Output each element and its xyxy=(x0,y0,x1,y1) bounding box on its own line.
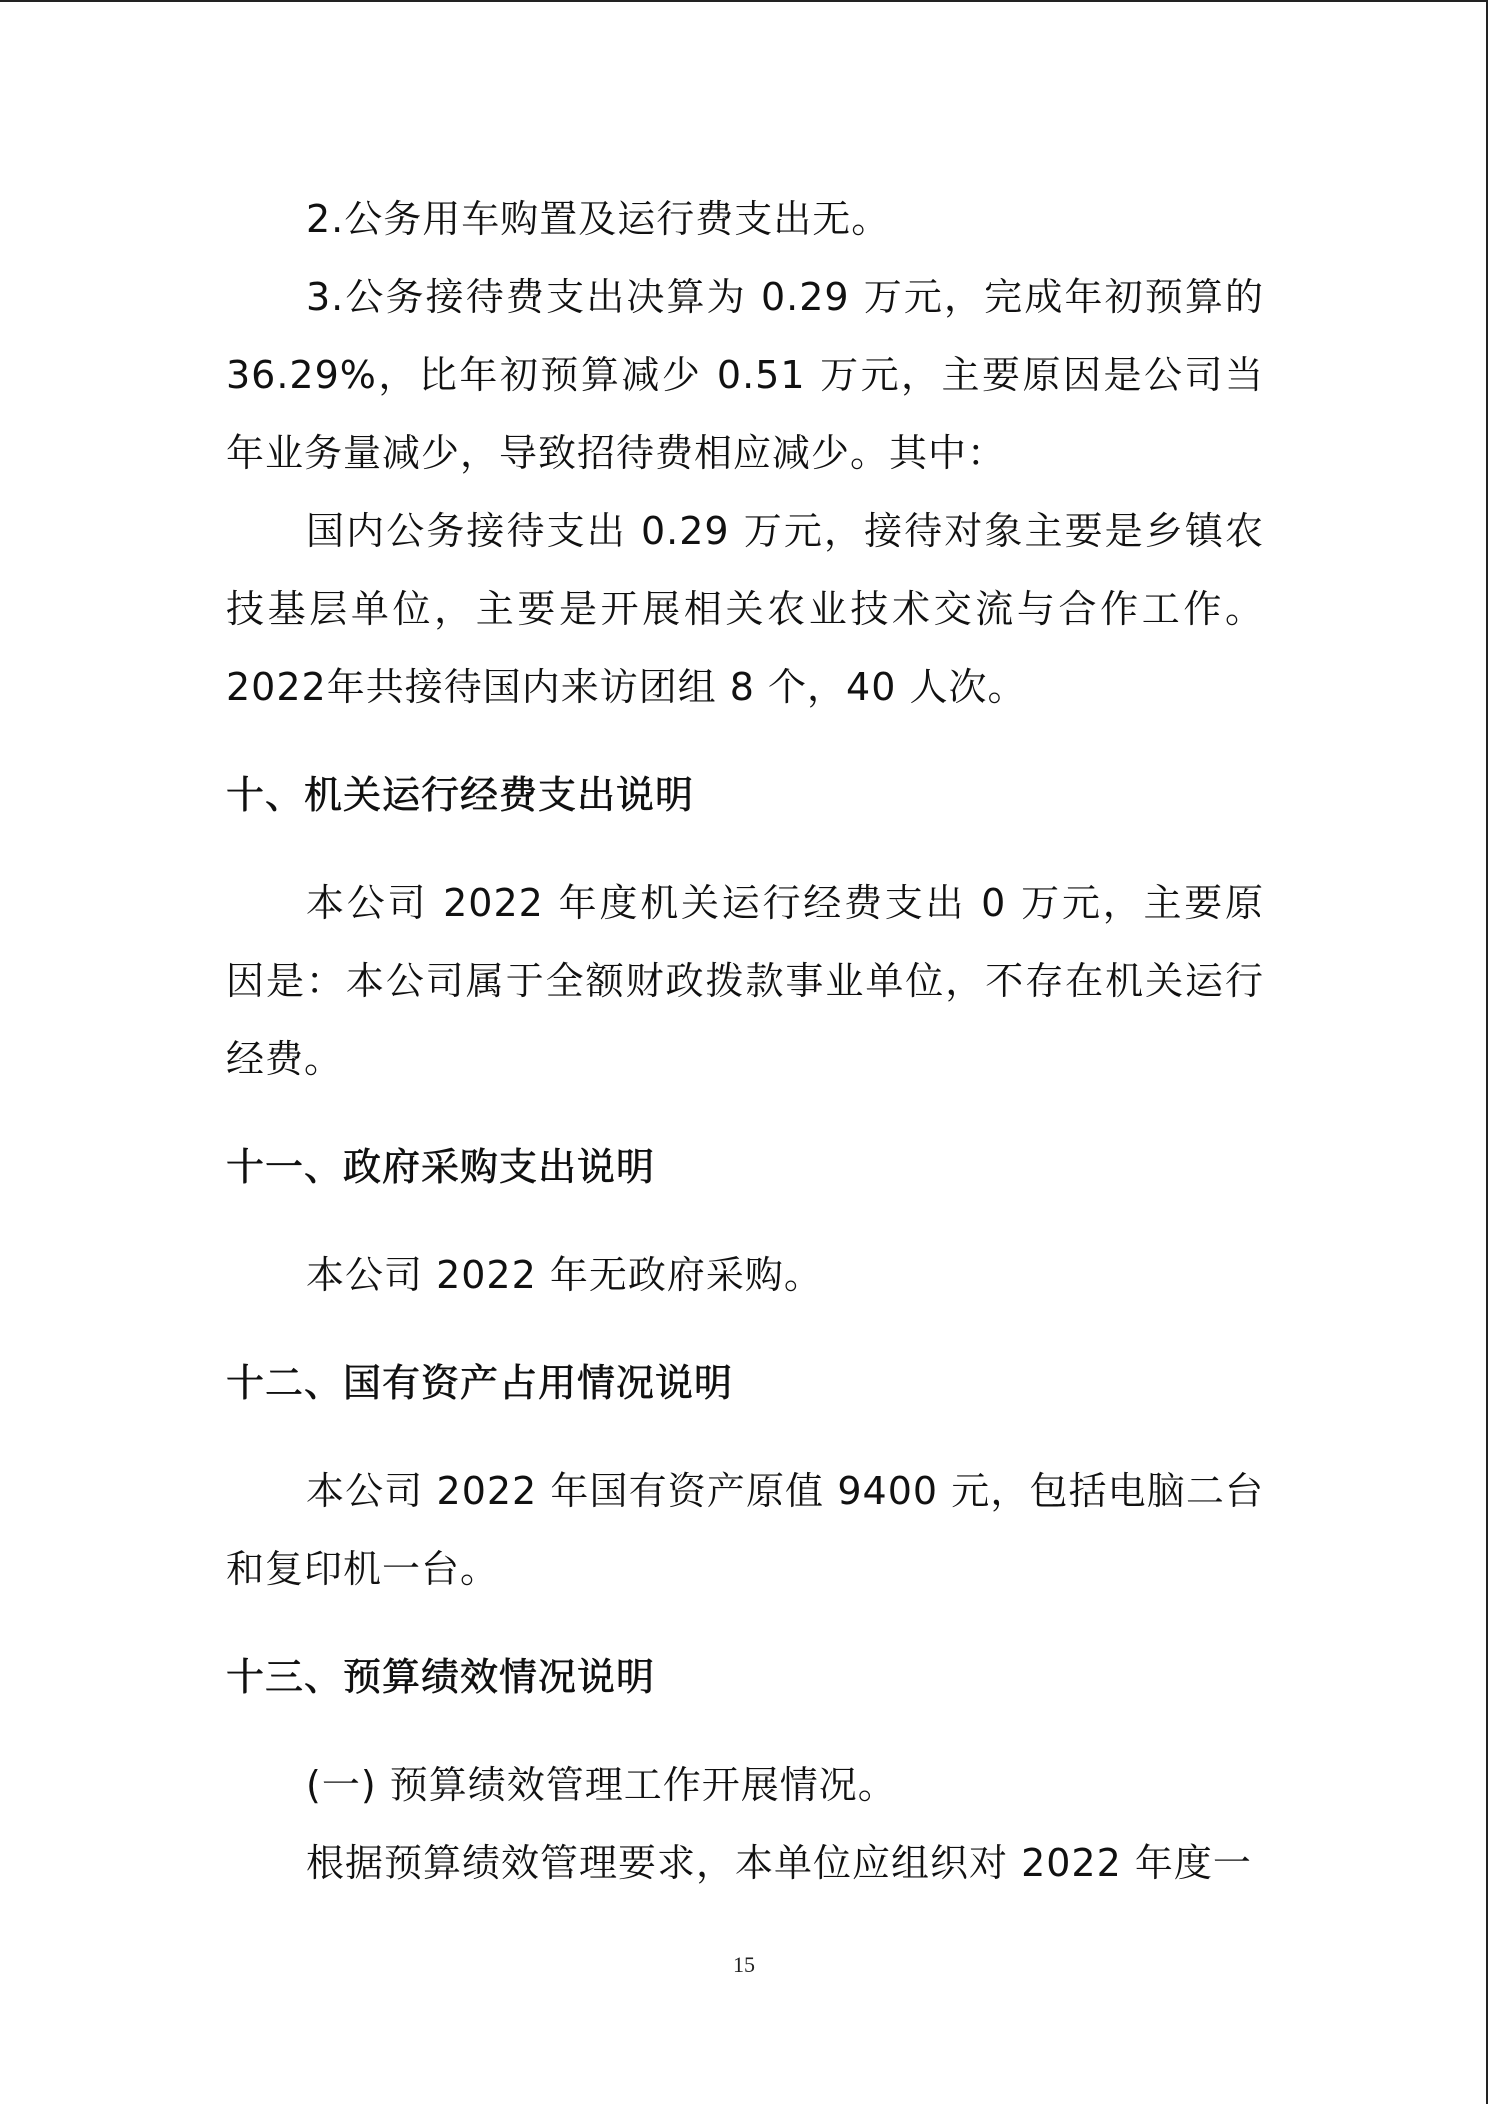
section-heading-10: 十、机关运行经费支出说明 xyxy=(226,773,695,817)
section-body-11: 本公司 2022 年无政府采购。 xyxy=(306,1253,823,1297)
section-body-10: 本公司 2022 年度机关运行经费支出 0 万元，主要原因是：本公司属于全额财政拨款事业单位，不存在机关运行经费。 xyxy=(226,881,1264,1081)
section-body-13: 根据预算绩效管理要求，本单位应组织对 2022 年度一 xyxy=(306,1841,1252,1885)
section-heading-13: 十三、预算绩效情况说明 xyxy=(226,1655,656,1699)
section-heading-11: 十一、政府采购支出说明 xyxy=(226,1145,656,1189)
section-heading-12: 十二、国有资产占用情况说明 xyxy=(226,1361,734,1405)
document-body xyxy=(226,180,1264,1902)
section-body-12: 本公司 2022 年国有资产原值 9400 元，包括电脑二台和复印机一台。 xyxy=(226,1469,1264,1591)
page-number: 15 xyxy=(733,1952,755,1977)
paragraph-vehicle-expense: 2.公务用车购置及运行费支出无。 xyxy=(306,197,891,241)
paragraph-reception-expense: 3.公务接待费支出决算为 0.29 万元，完成年初预算的36.29%，比年初预算减少 0.51 万元，主要原因是公司当年业务量减少，导致招待费相应减少。其中： xyxy=(226,275,1264,475)
paragraph-domestic-reception: 国内公务接待支出 0.29 万元，接待对象主要是乡镇农技基层单位，主要是开展相关农业技术交流与合作工作。2022年共接待国内来访团组 8 个，40 人次。 xyxy=(226,509,1264,709)
subsection-heading-13-1: (一) 预算绩效管理工作开展情况。 xyxy=(306,1763,897,1807)
